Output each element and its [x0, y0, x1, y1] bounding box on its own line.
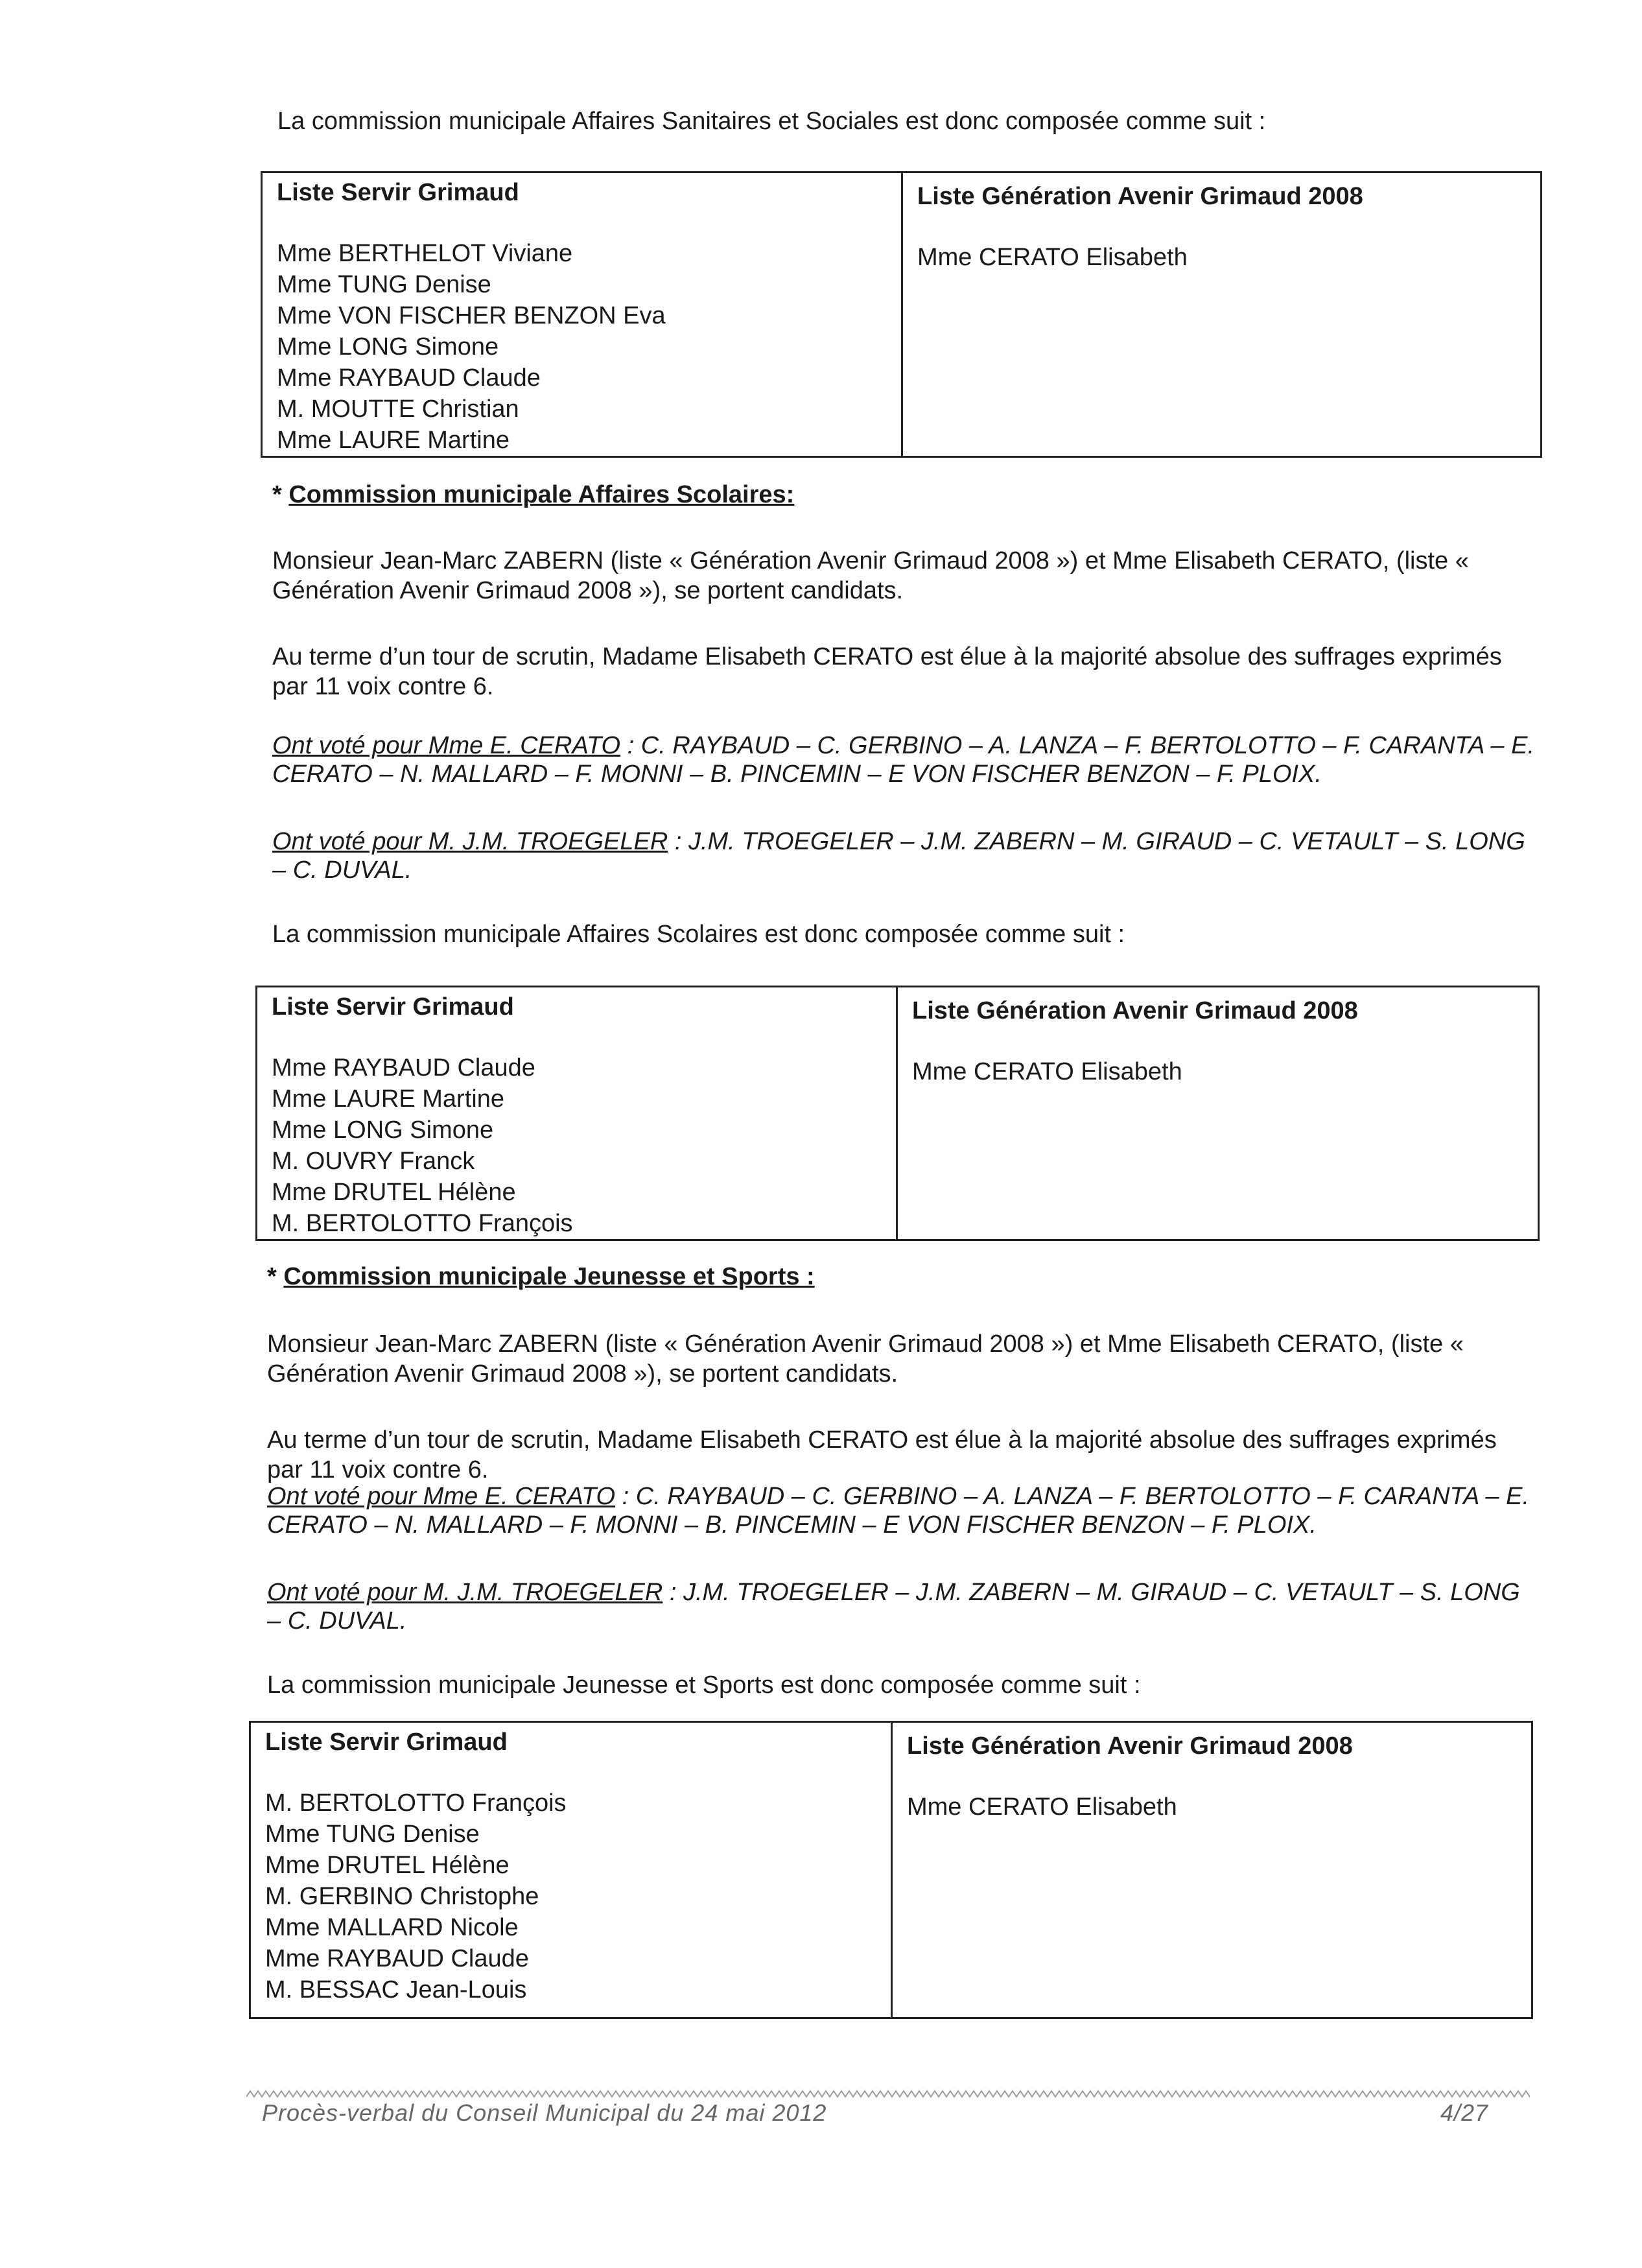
right-column [892, 1722, 1532, 2018]
vote-label: Ont voté pour Mme E. CERATO [267, 1483, 616, 1510]
left-column-header: Liste Servir Grimaud [272, 993, 514, 1021]
vote-list: : J.M. TROEGELER – J.M. ZABERN – M. GIRAUD – C. VETAULT – S. LONG – C. DUVAL. [267, 1579, 1520, 1635]
member-name: M. OUVRY Franck [272, 1148, 475, 1175]
member-name: Mme DRUTEL Hélène [265, 1852, 510, 1879]
member-name: Mme CERATO Elisabeth [907, 1793, 1177, 1821]
jeunesse-candidates: Monsieur Jean-Marc ZABERN (liste « Génération Avenir Grimaud 2008 ») et Mme Elisabeth CERATO, (liste « Génération Avenir Grimaud 2008 »), se portent candidats. [267, 1330, 1464, 1388]
jeunesse-vote-cerato [267, 1482, 1531, 1539]
left-column [262, 172, 902, 457]
jeunesse-heading [267, 1262, 815, 1292]
scolaires-candidates: Monsieur Jean-Marc ZABERN (liste « Génération Avenir Grimaud 2008 ») et Mme Elisabeth CERATO, (liste « Génération Avenir Grimaud 2008 »), se portent candidats. [272, 547, 1469, 604]
member-name: Mme VON FISCHER BENZON Eva [277, 302, 666, 329]
footer-divider [246, 2089, 1530, 2099]
sanitaires-intro: La commission municipale Affaires Sanitaires et Sociales est donc composée comme suit : [277, 108, 1266, 135]
vote-list: : C. RAYBAUD – C. GERBINO – A. LANZA – F. BERTOLOTTO – F. CARANTA – E. CERATO – N. MALLARD – F. MONNI – B. PINCEMIN – E VON FISCHER BENZON – F. PLOIX. [267, 1483, 1530, 1539]
member-name: Mme LONG Simone [272, 1116, 494, 1144]
member-name: Mme RAYBAUD Claude [277, 364, 541, 392]
member-name: Mme LAURE Martine [277, 427, 510, 454]
jeunesse-intro: La commission municipale Jeunesse et Sports est donc composée comme suit : [267, 1671, 1141, 1699]
scolaires-heading [272, 480, 794, 510]
heading-text: Commission municipale Affaires Scolaires: [288, 481, 795, 508]
member-name: Mme RAYBAUD Claude [272, 1054, 535, 1081]
member-name: Mme BERTHELOT Viviane [277, 240, 573, 267]
left-column-header: Liste Servir Grimaud [265, 1729, 508, 1756]
vote-list: : C. RAYBAUD – C. GERBINO – A. LANZA – F. BERTOLOTTO – F. CARANTA – E. CERATO – N. MALLARD – F. MONNI – B. PINCEMIN – E VON FISCHER BENZON – F. PLOIX. [272, 732, 1535, 788]
member-name: Mme DRUTEL Hélène [272, 1179, 516, 1206]
scolaires-table [255, 986, 1540, 1241]
bullet: * [267, 1263, 277, 1290]
left-column-header: Liste Servir Grimaud [277, 179, 519, 206]
left-column [250, 1722, 892, 2018]
vote-label: Ont voté pour M. J.M. TROEGELER [272, 828, 668, 855]
jeunesse-result: Au terme d’un tour de scrutin, Madame Elisabeth CERATO est élue à la majorité absolue des suffrages exprimés par 11 voix contre 6. [267, 1426, 1497, 1483]
jeunesse-vote-troegeler [267, 1578, 1531, 1635]
member-name: Mme CERATO Elisabeth [917, 244, 1188, 271]
footer-page-number: 4/27 [1440, 2099, 1489, 2126]
heading-text: Commission municipale Jeunesse et Sports : [283, 1263, 815, 1290]
right-column [897, 987, 1539, 1240]
member-name: M. GERBINO Christophe [265, 1883, 539, 1910]
member-name: Mme LAURE Martine [272, 1085, 504, 1113]
vote-list: : J.M. TROEGELER – J.M. ZABERN – M. GIRAUD – C. VETAULT – S. LONG – C. DUVAL. [272, 828, 1525, 884]
right-column [902, 172, 1542, 457]
scolaires-intro: La commission municipale Affaires Scolaires est donc composée comme suit : [272, 921, 1125, 948]
bullet: * [272, 481, 282, 508]
sanitaires-table [261, 171, 1542, 458]
right-column-header: Liste Génération Avenir Grimaud 2008 [912, 997, 1358, 1024]
right-column-header: Liste Génération Avenir Grimaud 2008 [917, 183, 1363, 210]
member-name: Mme TUNG Denise [277, 271, 491, 298]
member-name: Mme MALLARD Nicole [265, 1914, 519, 1941]
member-name: Mme RAYBAUD Claude [265, 1945, 529, 1972]
member-name: M. BERTOLOTTO François [272, 1210, 573, 1237]
scolaires-result: Au terme d’un tour de scrutin, Madame Elisabeth CERATO est élue à la majorité absolue des suffrages exprimés par 11 voix contre 6. [272, 643, 1502, 700]
left-column [257, 987, 897, 1240]
member-name: Mme TUNG Denise [265, 1821, 480, 1848]
member-name: M. BESSAC Jean-Louis [265, 1976, 527, 2003]
footer-title: Procès-verbal du Conseil Municipal du 24 mai 2012 [262, 2099, 827, 2126]
member-name: Mme LONG Simone [277, 333, 499, 360]
member-name: Mme CERATO Elisabeth [912, 1058, 1182, 1085]
right-column-header: Liste Génération Avenir Grimaud 2008 [907, 1732, 1353, 1760]
vote-label: Ont voté pour Mme E. CERATO [272, 732, 621, 759]
member-name: M. BERTOLOTTO François [265, 1790, 567, 1817]
scolaires-vote-troegeler [272, 827, 1536, 884]
member-name: M. MOUTTE Christian [277, 396, 519, 423]
jeunesse-table [249, 1721, 1533, 2019]
vote-label: Ont voté pour M. J.M. TROEGELER [267, 1579, 663, 1606]
scolaires-vote-cerato [272, 731, 1536, 788]
